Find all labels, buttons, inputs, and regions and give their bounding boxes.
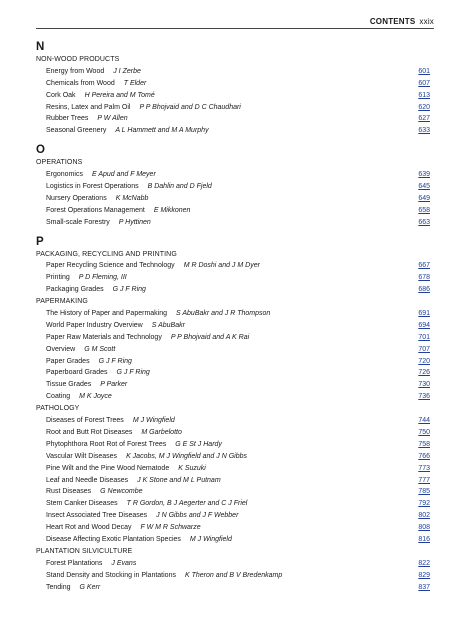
entry-title: Overview [46, 345, 76, 353]
running-header [370, 17, 434, 26]
entry-title: Forest Plantations [46, 559, 103, 567]
toc-entry [36, 260, 430, 272]
entry-page-link[interactable]: 620 [418, 103, 430, 111]
toc-entry [36, 367, 430, 379]
entry-authors: G J F Ring [98, 357, 132, 365]
entry-title: Paper Recycling Science and Technology [46, 262, 175, 270]
entry-page-link[interactable]: 726 [418, 369, 430, 377]
entry-title: Pine Wilt and the Pine Wood Nematode [46, 464, 170, 472]
toc-entry [36, 356, 430, 368]
toc-entry [36, 415, 430, 427]
toc-entry [36, 498, 430, 510]
entry-title: Insect Associated Tree Diseases [46, 512, 148, 520]
toc-entry [36, 439, 430, 451]
entry-authors: P Parker [100, 381, 128, 389]
entry-page-link[interactable]: 730 [418, 381, 430, 389]
entry-authors: J Evans [111, 559, 137, 567]
entry-title: Ergonomics [46, 171, 83, 179]
entry-authors: M Garbelotto [141, 428, 182, 436]
entry-authors: S AbuBakr and J R Thompson [176, 310, 271, 318]
entry-page-link[interactable]: 613 [418, 91, 430, 99]
toc-entry [36, 125, 430, 137]
toc-entry [36, 308, 430, 320]
entry-page-link[interactable]: 667 [418, 262, 430, 270]
category-heading: NON-WOOD PRODUCTS [36, 56, 120, 63]
entry-page-link[interactable]: 691 [418, 310, 430, 318]
toc-entry [36, 344, 430, 356]
entry-page-link[interactable]: 773 [418, 464, 430, 472]
entry-authors: P D Fleming, III [78, 274, 127, 282]
entry-authors: T Elder [123, 79, 147, 87]
category-heading: OPERATIONS [36, 159, 83, 167]
toc-entry [36, 217, 430, 229]
toc-entry [36, 102, 430, 114]
entry-title: Stand Density and Stocking in Plantations [46, 571, 176, 579]
toc-entry [36, 427, 430, 439]
entry-title: Heart Rot and Wood Decay [46, 524, 132, 532]
entry-page-link[interactable]: 686 [418, 286, 430, 294]
entry-page-link[interactable]: 633 [418, 127, 430, 135]
entry-authors: S AbuBakr [151, 321, 185, 329]
entry-title: Seasonal Greenery [46, 127, 107, 135]
entry-page-link[interactable]: 744 [418, 417, 430, 425]
entry-page-link[interactable]: 649 [418, 194, 430, 202]
entry-authors: P Hyttinen [118, 218, 151, 226]
toc-entry [36, 570, 430, 582]
entry-title: Small-scale Forestry [46, 218, 110, 226]
section-letter: O [36, 144, 45, 157]
page-number-roman: xxix [419, 17, 434, 26]
toc-entry [36, 463, 430, 475]
entry-title: Disease Affecting Exotic Plantation Species [46, 535, 181, 543]
entry-page-link[interactable]: 694 [418, 321, 430, 329]
entry-authors: P P Bhojvaid and A K Rai [170, 333, 250, 341]
entry-page-link[interactable]: 663 [418, 218, 430, 226]
entry-page-link[interactable]: 658 [418, 206, 430, 214]
toc-entry [36, 205, 430, 217]
entry-title: Forest Operations Management [46, 206, 145, 214]
entry-title: Chemicals from Wood [46, 79, 115, 87]
entry-title: Coating [46, 393, 71, 401]
entry-page-link[interactable]: 645 [418, 183, 430, 191]
entry-authors: G Kerr [79, 583, 101, 591]
entry-title: Paperboard Grades [46, 369, 108, 377]
entry-title: Phytophthora Root Rot of Forest Trees [46, 440, 167, 448]
toc-entry [36, 451, 430, 463]
entry-page-link[interactable]: 607 [418, 79, 430, 87]
entry-authors: H Pereira and M Tomé [84, 91, 155, 99]
entry-title: Tissue Grades [46, 381, 92, 389]
entry-page-link[interactable]: 601 [418, 67, 430, 75]
entry-authors: A L Hammett and M A Murphy [115, 127, 209, 135]
category-heading: PACKAGING, RECYCLING AND PRINTING [36, 250, 177, 258]
entry-title: Tending [46, 583, 71, 591]
toc-entry [36, 78, 430, 90]
entry-page-link[interactable]: 837 [418, 583, 430, 591]
entry-page-link[interactable]: 707 [418, 345, 430, 353]
section-letter: N [36, 41, 45, 53]
entry-authors: T R Gordon, B J Aegerter and C J Friel [126, 500, 248, 508]
entry-authors: E Mikkonen [153, 206, 191, 214]
entry-page-link[interactable]: 792 [418, 500, 430, 508]
entry-title: Packaging Grades [46, 286, 104, 294]
entry-title: Diseases of Forest Trees [46, 417, 124, 425]
entry-page-link[interactable]: 829 [418, 571, 430, 579]
toc-entry [36, 332, 430, 344]
toc-entry [36, 272, 430, 284]
entry-authors: B Dahlin and D Fjeld [147, 183, 212, 191]
entry-page-link[interactable]: 802 [418, 512, 430, 520]
entry-page-link[interactable]: 758 [418, 440, 430, 448]
entry-title: Leaf and Needle Diseases [46, 476, 129, 484]
entry-authors: M J Wingfield [189, 535, 232, 543]
entry-authors: K Theron and B V Bredenkamp [184, 571, 283, 579]
toc-entry [36, 320, 430, 332]
entry-title: Logistics in Forest Operations [46, 183, 139, 191]
entry-authors: J K Stone and M L Putnam [137, 476, 221, 484]
entry-title: Printing [46, 274, 70, 282]
entry-authors: E Apud and F Meyer [91, 171, 156, 179]
toc-entry [36, 558, 430, 570]
entry-title: Paper Grades [46, 357, 90, 365]
entry-authors: M J Wingfield [132, 417, 175, 425]
entry-page-link[interactable]: 736 [418, 393, 430, 401]
category-heading: PAPERMAKING [36, 298, 88, 306]
toc-entry [36, 66, 430, 78]
entry-authors: G E St J Hardy [175, 440, 222, 448]
entry-title: Vascular Wilt Diseases [46, 452, 118, 460]
toc-entry [36, 193, 430, 205]
entry-title: Resins, Latex and Palm Oil [46, 103, 131, 111]
entry-authors: K Suzuki [178, 464, 206, 472]
entry-authors: K Jacobs, M J Wingfield and J N Gibbs [126, 452, 247, 460]
entry-authors: K McNabb [115, 194, 149, 202]
entry-authors: J N Gibbs and J F Webber [156, 512, 239, 520]
entry-authors: G J F Ring [112, 286, 146, 294]
entry-title: Rust Diseases [46, 488, 92, 496]
toc-entry [36, 522, 430, 534]
section-letter: P [36, 235, 44, 248]
entry-page-link[interactable]: 785 [418, 488, 430, 496]
category-heading: PATHOLOGY [36, 405, 80, 413]
toc-entry [36, 486, 430, 498]
entry-page-link[interactable]: 639 [418, 171, 430, 179]
toc-entry [36, 169, 430, 181]
entry-page-link[interactable]: 627 [418, 115, 430, 123]
entry-authors: J I Zerbe [113, 67, 141, 75]
entry-title: Stem Canker Diseases [46, 500, 118, 508]
running-header-title: CONTENTS [369, 17, 416, 26]
toc-entry [36, 391, 430, 403]
entry-title: Cork Oak [46, 91, 76, 99]
entry-page-link[interactable]: 816 [418, 535, 430, 543]
entry-title: Nursery Operations [46, 194, 107, 202]
entry-authors: G Newcombe [100, 488, 143, 496]
toc-entry [36, 90, 430, 102]
entry-page-link[interactable]: 808 [418, 524, 430, 532]
header-rule [36, 28, 434, 29]
entry-title: The History of Paper and Papermaking [46, 310, 168, 318]
entry-page-link[interactable]: 701 [418, 333, 430, 341]
entry-authors: M R Doshi and J M Dyer [183, 262, 260, 270]
entry-page-link[interactable]: 822 [418, 559, 430, 567]
entry-authors: P P Bhojvaid and D C Chaudhari [139, 103, 241, 111]
toc-entry [36, 284, 430, 296]
toc-entry [36, 379, 430, 391]
entry-authors: M K Joyce [79, 393, 112, 401]
entry-page-link[interactable]: 766 [418, 452, 430, 460]
toc-entry [36, 510, 430, 522]
entry-authors: P W Allen [97, 115, 128, 123]
toc-entry [36, 113, 430, 125]
entry-title: Energy from Wood [46, 67, 105, 75]
toc-entry [36, 534, 430, 546]
entry-page-link[interactable]: 777 [418, 476, 430, 484]
toc-entry [36, 475, 430, 487]
entry-title: Root and Butt Rot Diseases [46, 428, 133, 436]
table-of-contents [36, 36, 430, 593]
entry-title: Paper Raw Materials and Technology [46, 333, 162, 341]
entry-title: Rubber Trees [46, 115, 89, 123]
entry-page-link[interactable]: 750 [418, 428, 430, 436]
toc-entry [36, 181, 430, 193]
entry-page-link[interactable]: 678 [418, 274, 430, 282]
entry-authors: G J F Ring [116, 369, 150, 377]
entry-authors: G M Scott [84, 345, 116, 353]
entry-page-link[interactable]: 720 [418, 357, 430, 365]
toc-entry [36, 582, 430, 594]
entry-title: World Paper Industry Overview [46, 321, 143, 329]
entry-authors: F W M R Schwarze [140, 524, 201, 532]
category-heading: PLANTATION SILVICULTURE [36, 547, 133, 555]
